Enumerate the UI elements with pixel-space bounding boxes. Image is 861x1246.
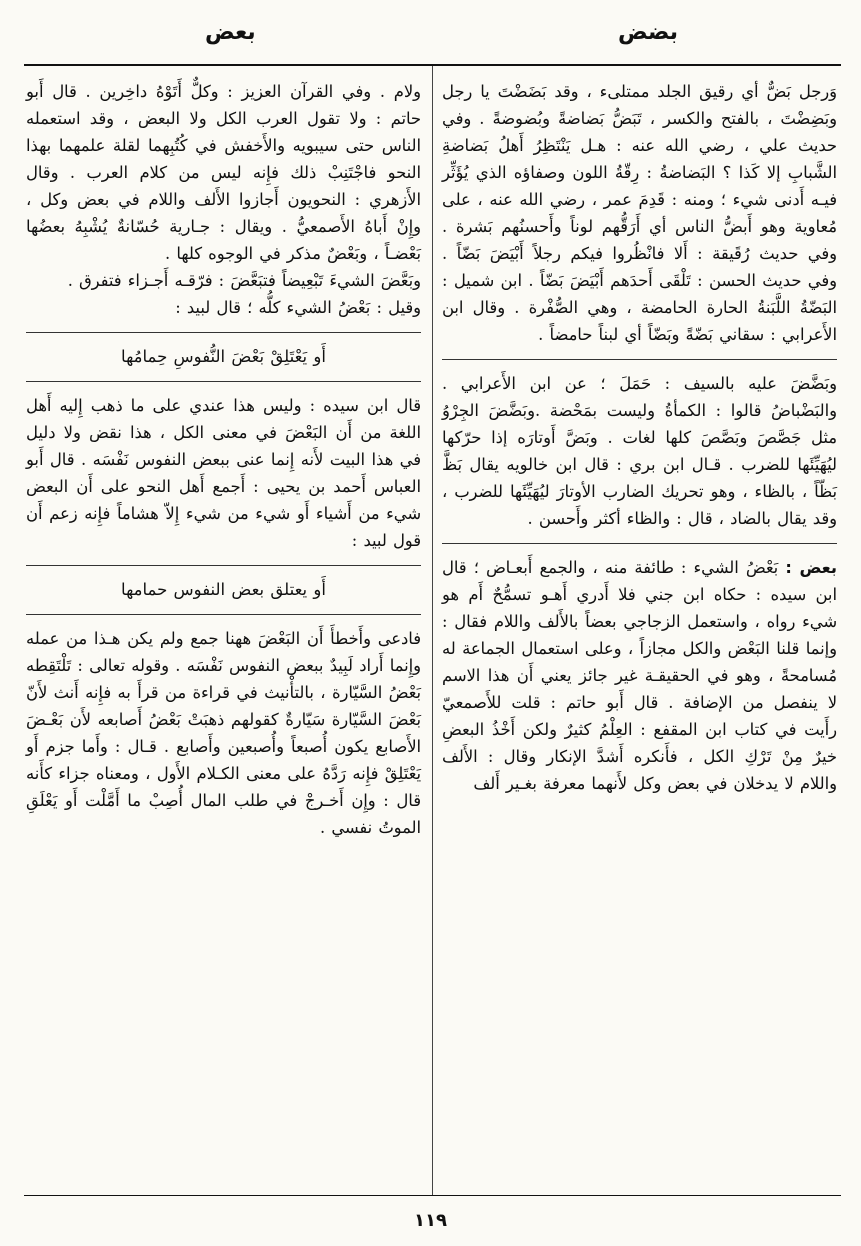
running-header-left: بعض bbox=[205, 20, 256, 45]
entry-paragraph: وبَضَّضَ عليه بالسيف : حَمَلَ ؛ عن ابن الأَعرابي . والبَضْباضُ قالوا : الكمأةُ وليست بمَحْضة .وبَضَّضَ الجِرْوُ مثل جَصَّصَ وبَصَّصَ كلها لغات . وبَضَّ أَوتارَه إذا حرّكها ليُهَيِّئَها للضرب . قـال ابن بري : قال ابن خالويه يقال بَظَّ بَظّاً ، بالظاء ، وهو تحريك الضارب الأوتارَ ليُهَيِّئَها للضرب ، وقد يقال بالضاد ، قال : والظاء أكثر وأَحسن . bbox=[442, 374, 837, 528]
paragraph-separator bbox=[442, 543, 837, 544]
paragraph-separator bbox=[442, 359, 837, 360]
entry-paragraph: وقيل : بَعْضُ الشيء كلُّه ؛ قال لبيد : bbox=[175, 298, 421, 317]
left-column bbox=[26, 78, 421, 841]
page-number: ١١٩ bbox=[414, 1210, 447, 1231]
paragraph-separator bbox=[26, 565, 421, 566]
verse-line: أَو يعتلق بعض النفوس حمامها bbox=[121, 580, 326, 599]
paragraph-separator bbox=[26, 614, 421, 615]
entry-paragraph: فادعى وأَخطأَ أَن البَعْضَ ههنا جمع ولم يكن هـذا من عمله وإِنما أَراد لَبِيدٌ ببعض النفوس نَفْسَه . وقوله تعالى : تَلْتَقِطه بَعْضُ السَّيّارة ، بالتأْنيث في قراءة من قرأَ به فإِنه أَنث لأَنّ بَعْضَ السَّيّارة سَيّارةٌ كقولهم ذهبَتْ بَعْضُ أَصابعه لأَن بَعْـضَ الأَصابع يكون أُصبعاً وأُصبعين وأَصابع . قـال : وأَما جزم أَو يَعْتَلِقْ فإِنه رَدَّهُ على معنى الكـلام الأَول ، ومعناه جزاء كأَنه قال : وإِن أَخـرجْ في طلب المال أُصِبْ ما أَمَّلْت أَو يَعْلَقِ الموتُ نفسي . bbox=[26, 629, 421, 837]
entry-paragraph: قال ابن سيده : وليس هذا عندي على ما ذهب إِليه أَهل اللغة من أَن البَعْضَ في معنى الكل ، هذا نقض ولا دليل في هذا البيت لأَنه إِنما عنى ببعض النفوس نَفْسَه . قال أَبو العباس أَحمد بن يحيى : أَجمع أَهل النحو على أَن البعض شيء من أَشياء أَو شيء من شيء إِلاّ هشاماً فإِنه زعم أَن قول لبيد : bbox=[26, 396, 421, 550]
paragraph-separator bbox=[26, 332, 421, 333]
column-divider bbox=[432, 66, 433, 1195]
paragraph-separator bbox=[26, 381, 421, 382]
bottom-rule bbox=[24, 1195, 841, 1196]
right-column bbox=[442, 78, 837, 797]
entry-headword: بعض : bbox=[785, 558, 837, 577]
entry-text: بَعْضُ الشيء : طائفة منه ، والجمع أَبعـاض ؛ قال ابن سيده : حكاه ابن جني فلا أَدري أَهـو تسمُّحٌ أَم هو شيء رواه ، واستعمل الزجاجي بعضاً بالأَلف واللام فقال : وإنما قلنا البَعْض والكل مجازاً ، وعلى استعمال الجماعة له مُسامحةً ، وهو في الحقيقـة غير جائز يعني أَن هذا الاسم لا ينفصل من الإضافة . قال أَبو حاتم : قلت للأَصمعيّ رأَيت في كتاب ابن المقفع : العِلْمُ كثيرٌ ولكن أَخْذُ البعضِ خيرٌ مِنْ تَرْكِ الكل ، فأَنكره أَشدَّ الإنكار وقال : الأَلف واللام لا يدخلان في بعض وكل لأَنهما معرفة بغـير أَلف bbox=[442, 558, 837, 793]
entry-paragraph: وبَعَّضَ الشيءَ تَبْعِيضاً فتبَعَّضَ : فرّقـه أَجـزاء فتفرق . bbox=[67, 271, 421, 290]
entry-paragraph bbox=[442, 554, 837, 797]
entry-paragraph: وَرجل بَضٌّ أي رقيق الجلد ممتلىء ، وقد بَضَضْتَ يا رجل وبَضِضْتَ ، بالفتح والكسر ، تَبَضُّ بَضاضةً وبُضوضةً . وفي حديث علي ، رضي الله عنه : هـل يَنْتَظِرُ أَهلُ بَضاضةِ الشَّبابِ إلا كَذا ؟ البَضاضةُ : رِقّةُ اللون وصفاؤه الذي يُؤَثِّر فيـه أَدنى شيء ؛ ومنه : قَدِمَ عمر ، رضي الله عنه ، على مُعاوية وهو أَبضُّ الناس أي أَرَقُّهم لوناً وأَحسنُهم بَشرة . وفي حديث رُقَيقة : أَلا فانْظُروا فيكم رجلاً أَبْيَضَ بَضّاً . وفي حديث الحسن : تَلْقَى أَحدَهم أَبْيَضَ بَضّاً . ابن شميل : البَضّةُ اللَّبَنةُ الحارة الحامضة ، وهي الصُّفْرة . وقال ابن الأَعرابي : سقاني بَضّةً وبَضّاً أي لبناً حامضاً . bbox=[442, 82, 837, 344]
running-header-right: بضض bbox=[618, 20, 678, 45]
verse-line: أَو يَعْتَلِقْ بَعْضَ النُّفوسِ حِمامُها bbox=[121, 347, 326, 366]
entry-paragraph: ولام . وفي القرآن العزيز : وكلٌّ أَتَوْهُ داخِرين . قال أَبو حاتم : ولا تقول العرب الكل ولا البعض ، وقد استعمله الناس حتى سيبويه والأَخفش في كُتُبِهما لقلة علمهما بهذا النحو فاجْتَنِبْ ذلك فإِنه ليس من كلام العرب . وقال الأَزهري : النحويون أَجازوا الأَلف واللام في بعض وكل ، وإِنْ أَباهُ الأَصمعيُّ . ويقال : جـارية حُسّانةٌ يُشْبِهُ بعضُها بَعْضـاً ، وبَعْضٌ مذكر في الوجوه كلها . bbox=[26, 82, 421, 263]
